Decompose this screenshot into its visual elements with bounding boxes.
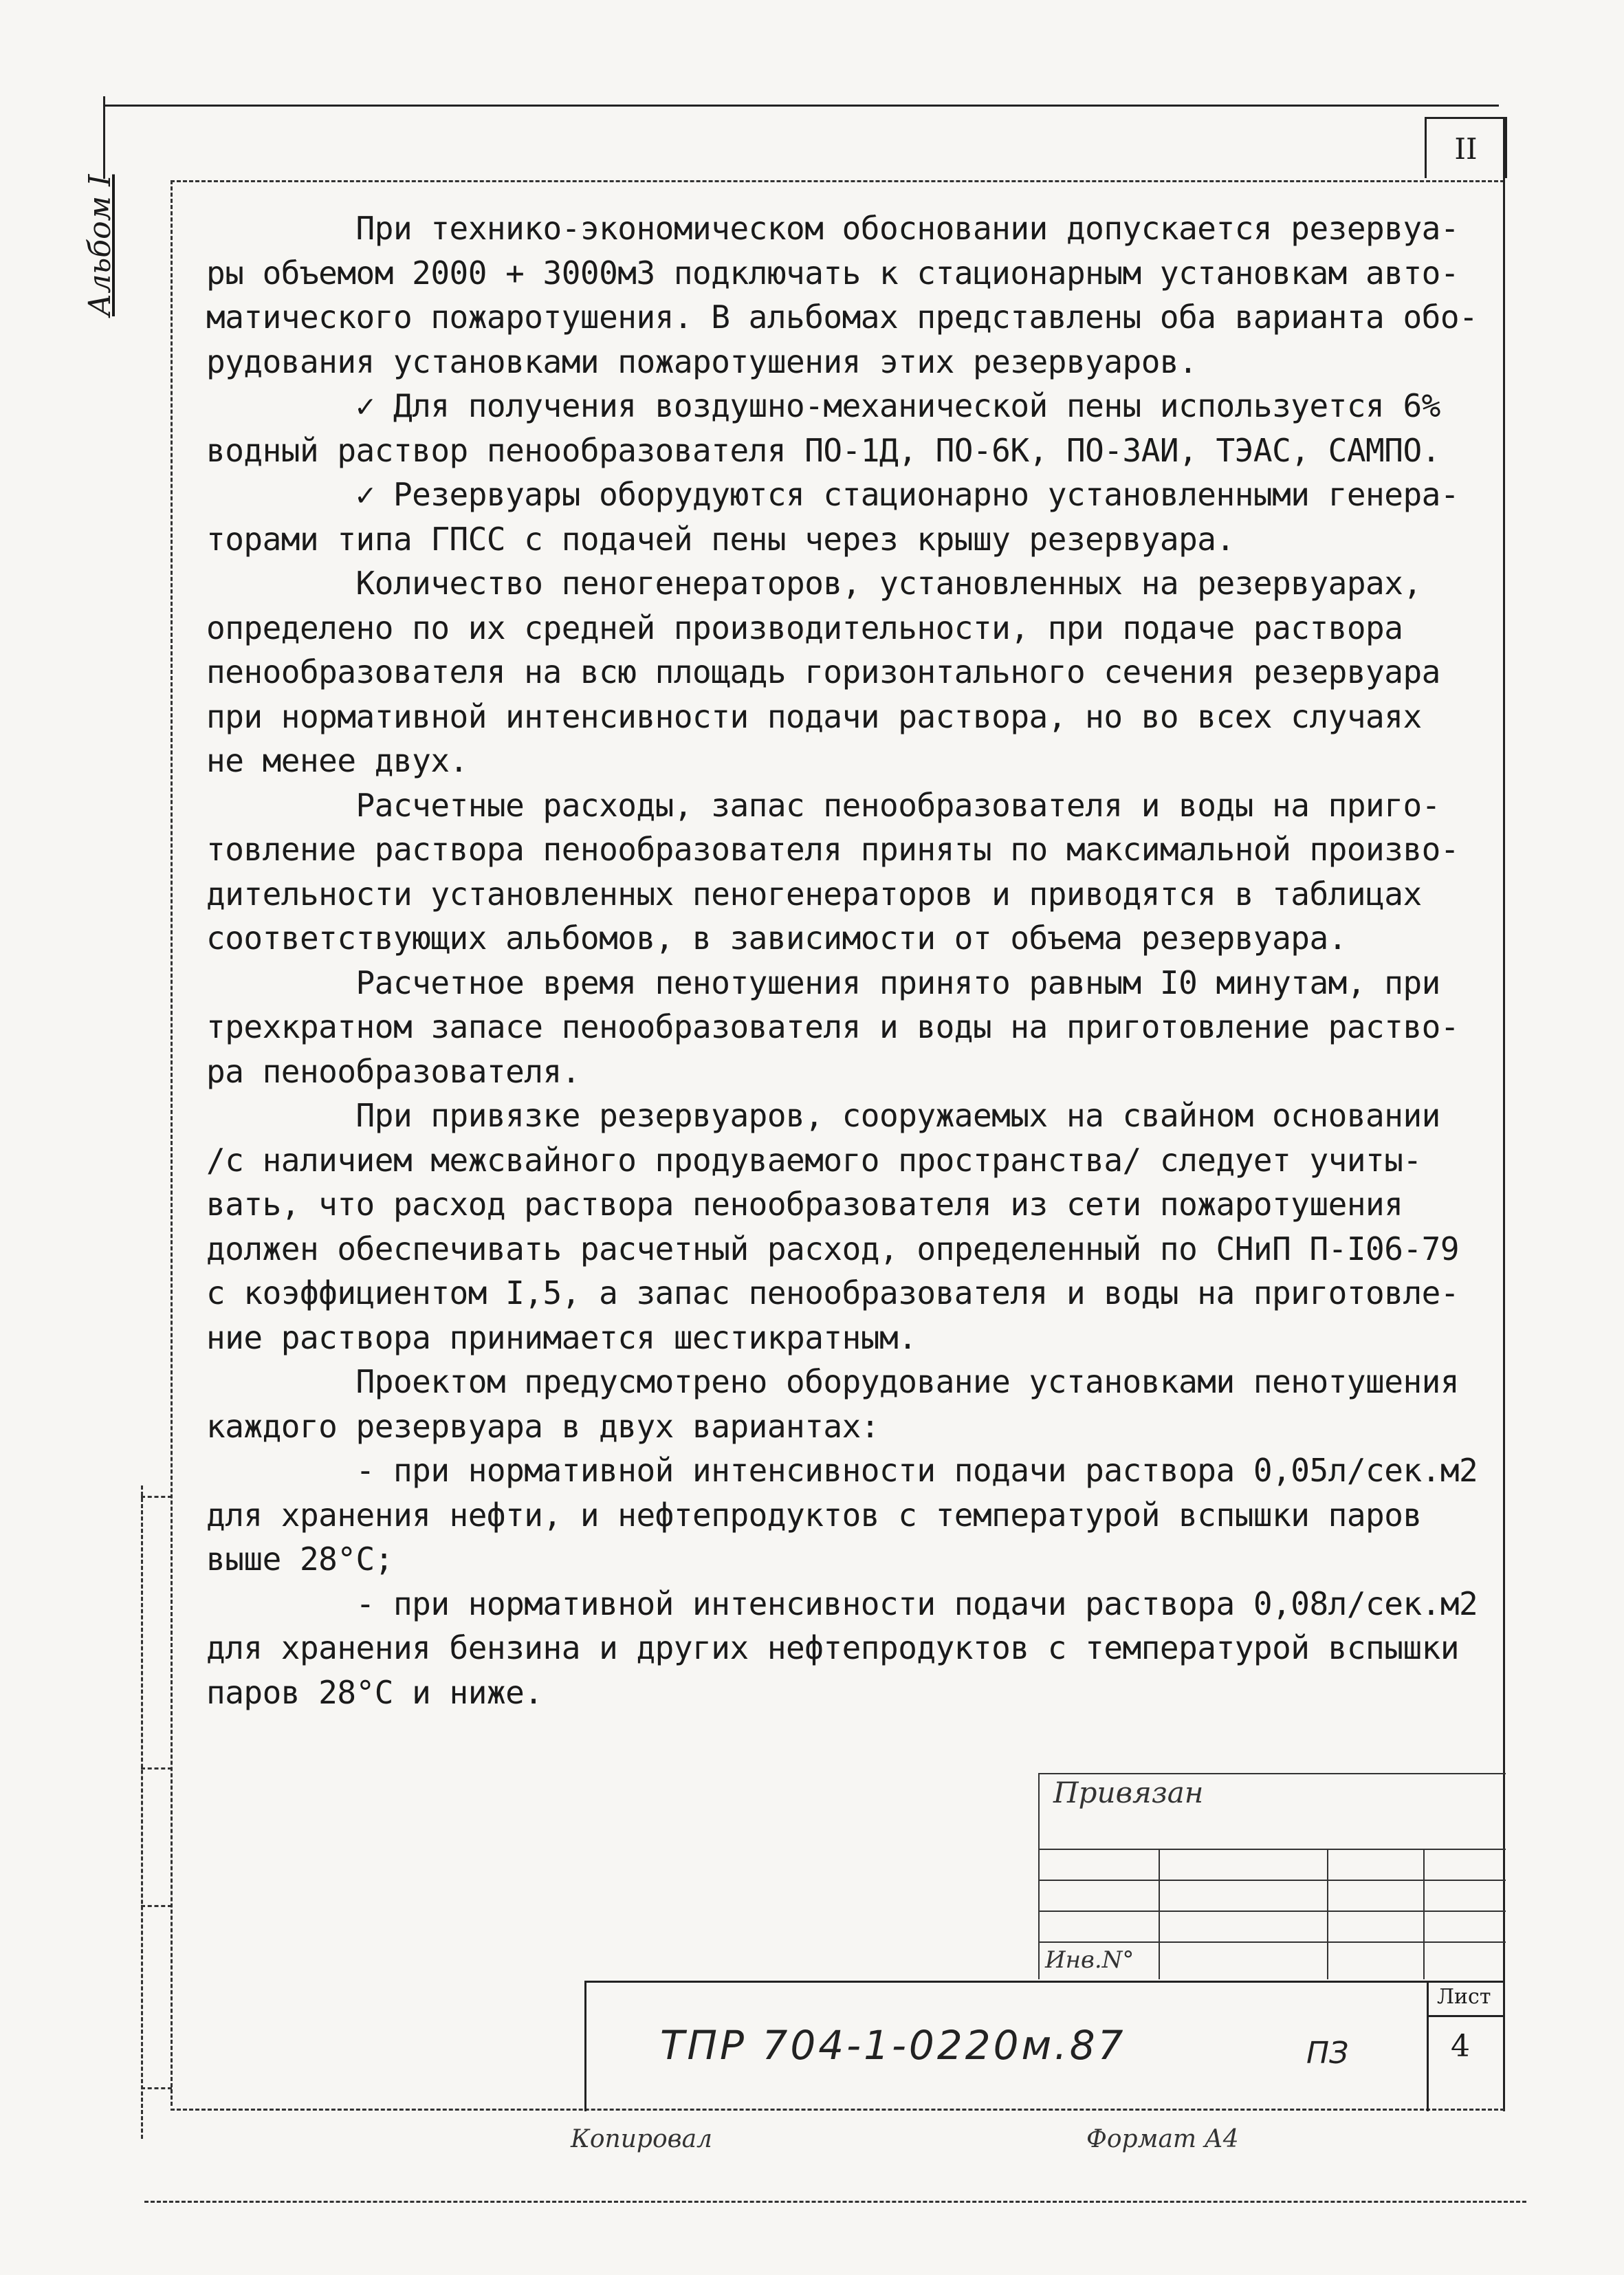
text-line: рудования установками пожаротушения этих резервуаров. — [206, 342, 1198, 380]
text-line: При привязке резервуаров, сооружаемых на свайном основании — [206, 1097, 1440, 1134]
text-line: паров 28°С и ниже. — [206, 1673, 543, 1711]
text-line: вать, что расход раствора пенообразователя из сети пожаротушения — [206, 1186, 1403, 1223]
text-line: товление раствора пенообразователя приняты по максимальной произво- — [206, 831, 1460, 868]
margin-stamp-line-2 — [141, 1767, 172, 1770]
text-line: соответствующих альбомов, в зависимости от объема резервуара. — [206, 919, 1347, 957]
text-line: для хранения бензина и других нефтепродуктов с температурой вспышки — [206, 1629, 1460, 1666]
title-block — [584, 1981, 1503, 2111]
text-line: не менее двух. — [206, 742, 468, 779]
inventory-number-label: Инв.N° — [1045, 1946, 1134, 1974]
text-line: трехкратном запасе пенообразователя и воды на приготовление раство- — [206, 1008, 1460, 1045]
text-line: водный раствор пенообразователя ПО-1Д, ПО-6К, ПО-ЗАИ, ТЭАС, САМПО. — [206, 431, 1440, 469]
sheet-bottom-edge — [144, 2201, 1526, 2203]
text-line: торами типа ГПСС с подачей пены через крышу резервуара. — [206, 520, 1235, 558]
stamp-title: Привязан — [1053, 1776, 1204, 1809]
text-line: при нормативной интенсивности подачи раствора, но во всех случаях — [206, 697, 1422, 735]
document-type: ПЗ — [1306, 2036, 1349, 2071]
text-line: При технико-экономическом обосновании допускается резервуа- — [206, 210, 1460, 247]
text-line: для хранения нефти, и нефтепродуктов с температурой вспышки паров — [206, 1496, 1422, 1534]
text-line: - при нормативной интенсивности подачи раствора 0,08л/сек.м2 — [206, 1585, 1478, 1622]
text-line: ние раствора принимается шестикратным. — [206, 1318, 917, 1356]
binding-margin-line — [141, 1485, 143, 2139]
album-label: Альбом I — [83, 174, 118, 316]
margin-stamp-line-4 — [141, 2087, 172, 2089]
footer-format: Формат А4 — [1086, 2125, 1239, 2153]
top-edge-line — [103, 105, 1499, 107]
sheet-label: Лист — [1437, 1985, 1491, 2009]
text-line: Расчетное время пенотушения принято равным I0 минутам, при — [206, 964, 1440, 1001]
text-line: пенообразователя на всю площадь горизонтального сечения резервуара — [206, 653, 1440, 690]
text-line: /с наличием межсвайного продуваемого пространства/ следует учиты- — [206, 1141, 1422, 1179]
approval-stamp — [1038, 1773, 1506, 1986]
margin-stamp-line-3 — [141, 1905, 172, 1907]
text-line: Расчетные расходы, запас пенообразователя и воды на приго- — [206, 786, 1440, 824]
text-line: ✓ Для получения воздушно-механической пены используется 6% — [206, 387, 1440, 424]
page-number: II — [1425, 117, 1507, 178]
text-line: выше 28°С; — [206, 1541, 393, 1578]
text-line: ✓ Резервуары оборудуются стационарно установленными генера- — [206, 476, 1460, 513]
footer-copied: Копировал — [571, 2125, 712, 2153]
text-line: Проектом предусмотрено оборудование установками пенотушения — [206, 1363, 1460, 1400]
text-line: ры объемом 2000 + 3000м3 подключать к стационарным установкам авто- — [206, 254, 1460, 292]
text-line: каждого резервуара в двух вариантах: — [206, 1407, 879, 1445]
frame-top-line — [171, 180, 1504, 182]
text-line: матического пожаротушения. В альбомах представлены оба варианта обо- — [206, 298, 1478, 336]
text-line: - при нормативной интенсивности подачи раствора 0,05л/сек.м2 — [206, 1452, 1478, 1489]
document-code: ТПР 704-1-0220м.87 — [660, 2022, 1126, 2069]
margin-stamp-line-1 — [141, 1496, 172, 1498]
body-text — [206, 206, 1492, 1715]
text-line: с коэффициентом I,5, а запас пенообразователя и воды на приготовле- — [206, 1274, 1460, 1311]
frame-left-line — [171, 180, 173, 2106]
text-line: дительности установленных пеногенераторов и приводятся в таблицах — [206, 875, 1422, 913]
text-line: должен обеспечивать расчетный расход, определенный по СНиП П-I06-79 — [206, 1230, 1460, 1267]
text-line: Количество пеногенераторов, установленных на резервуарах, — [206, 565, 1422, 602]
text-line: ра пенообразователя. — [206, 1052, 580, 1090]
text-line: определено по их средней производительности, при подаче раствора — [206, 609, 1403, 646]
sheet-number: 4 — [1451, 2029, 1470, 2064]
